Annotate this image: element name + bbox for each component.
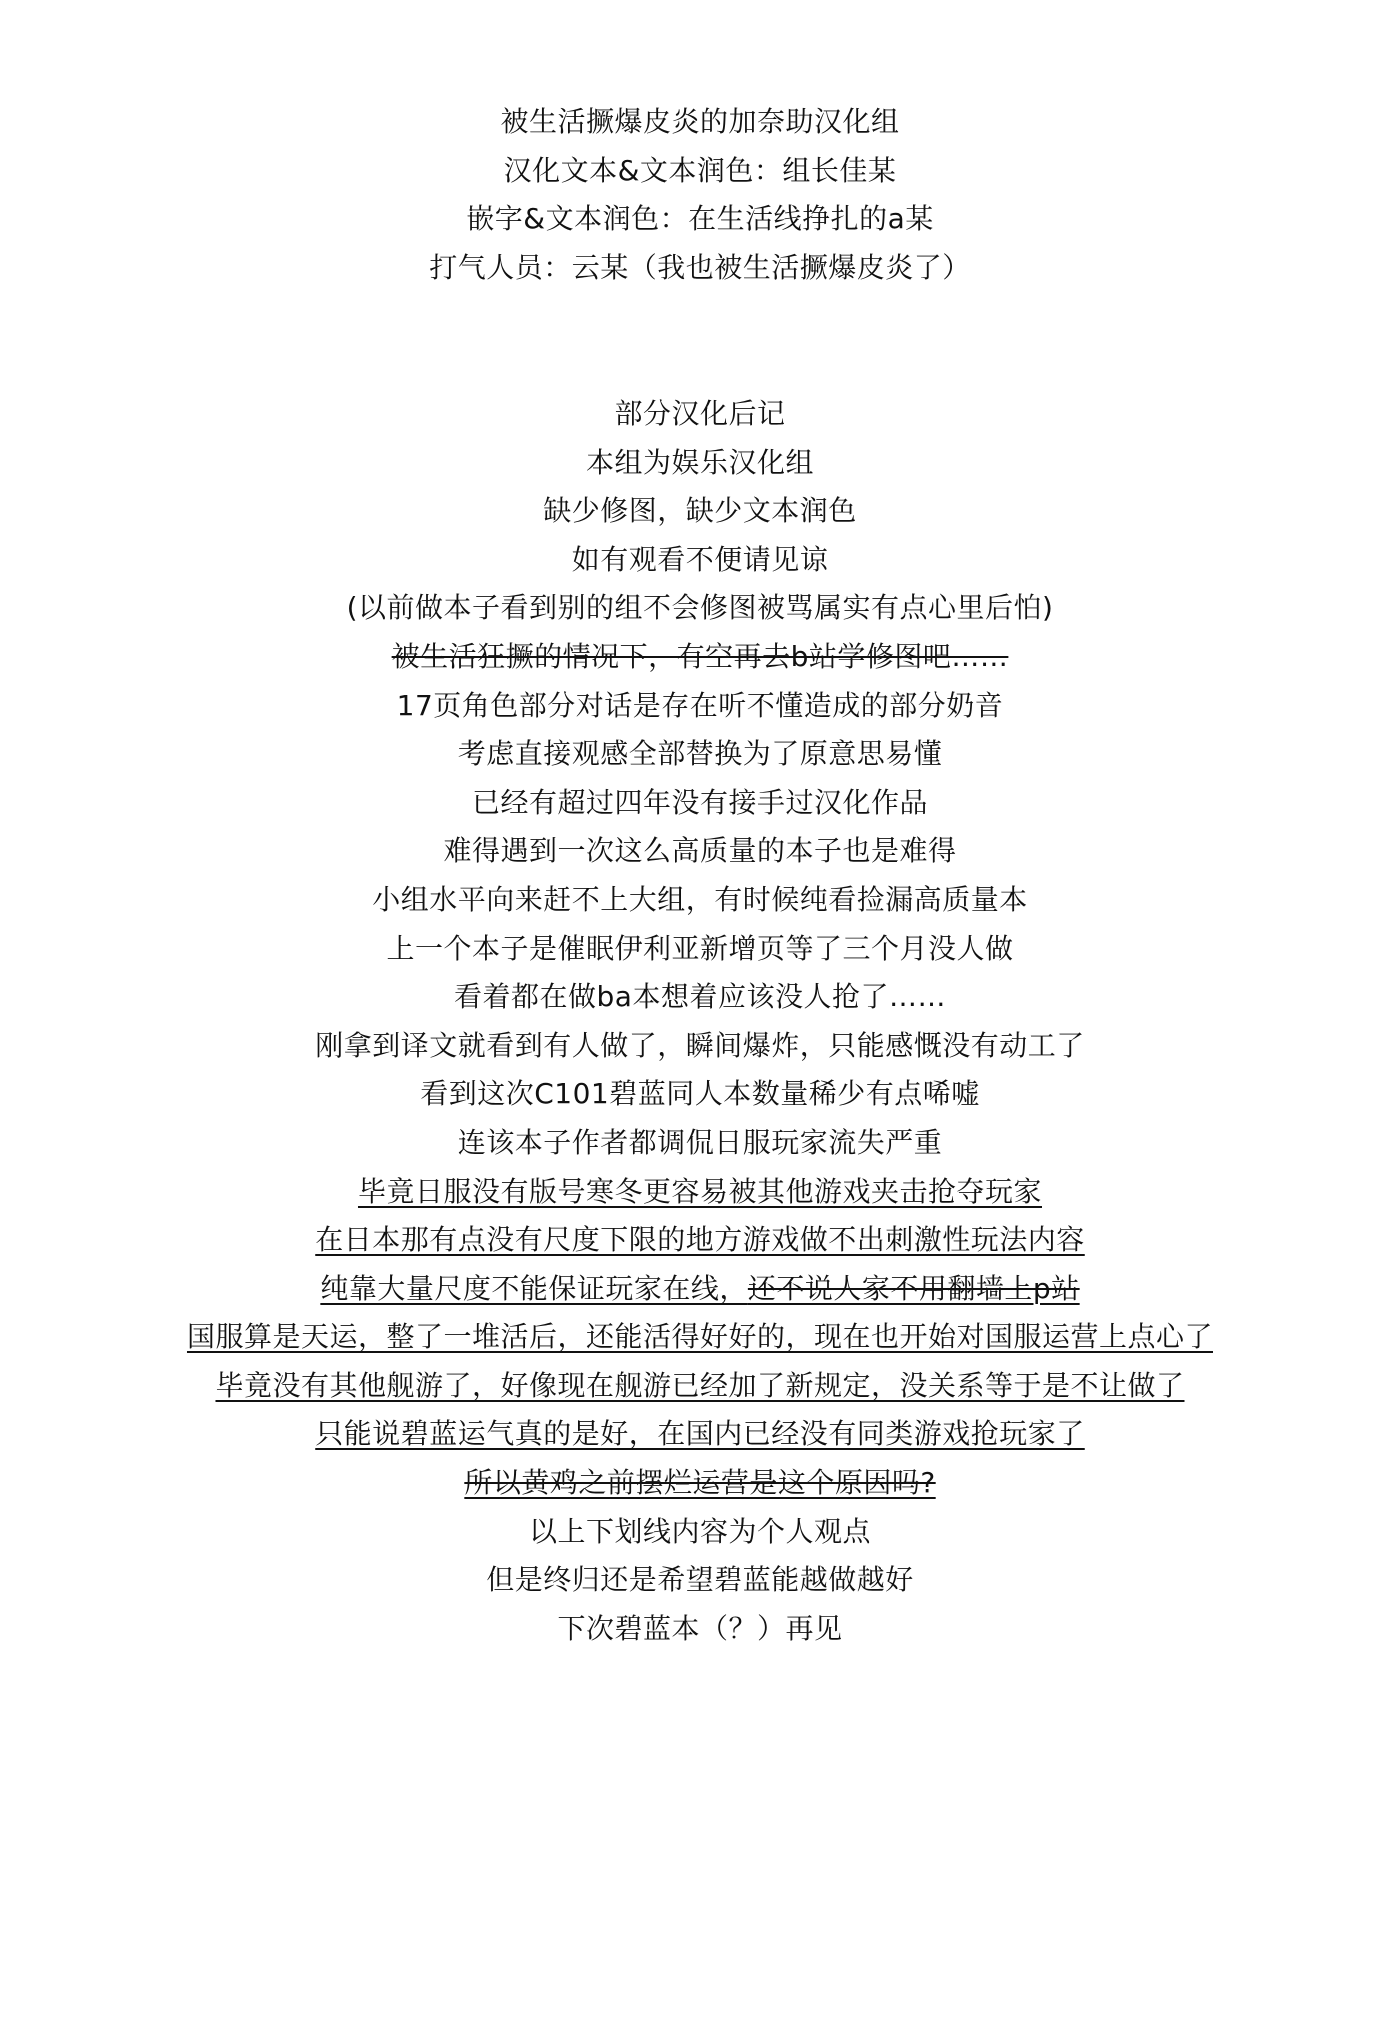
credits-translation [0, 147, 1400, 196]
afterword-line [0, 1070, 1400, 1119]
afterword-line [0, 827, 1400, 876]
afterword-line-underlined [0, 1313, 1400, 1362]
afterword-line [0, 973, 1400, 1022]
afterword-line-underlined [0, 1168, 1400, 1217]
afterword-line-text: 毕竟没有其他舰游了，好像现在舰游已经加了新规定，没关系等于是不让做了 [215, 1368, 1185, 1402]
afterword-line [0, 1119, 1400, 1168]
afterword-line-text: 在日本那有点没有尺度下限的地方游戏做不出刺激性玩法内容 [315, 1223, 1085, 1257]
afterword-line [0, 1556, 1400, 1605]
afterword-line-text: 刚拿到译文就看到有人做了，瞬间爆炸，只能感慨没有动工了 [315, 1028, 1085, 1062]
afterword-line-text: 纯靠大量尺度不能保证玩家在线， [320, 1271, 748, 1305]
afterword-line-text: 只能说碧蓝运气真的是好，在国内已经没有同类游戏抢玩家了 [315, 1417, 1085, 1451]
afterword-line [0, 779, 1400, 828]
credits-typesetting-text: 嵌字&文本润色：在生活线挣扎的a某 [466, 202, 934, 236]
credits-translation-text: 汉化文本&文本润色：组长佳某 [503, 153, 897, 187]
afterword-line-text: 被生活狂撅的情况下，有空再去b站学修图吧…… [391, 639, 1009, 673]
afterword-line [0, 1508, 1400, 1557]
credits-cheer [0, 244, 1400, 293]
afterword-line-text: 上一个本子是催眠伊利亚新增页等了三个月没人做 [386, 931, 1014, 965]
credits-group-name-text: 被生活撅爆皮炎的加奈助汉化组 [500, 105, 900, 138]
credits-block [0, 98, 1400, 292]
afterword-line-underlined [0, 1362, 1400, 1411]
afterword-line-text: 本组为娱乐汉化组 [585, 445, 814, 479]
afterword-title-text: 部分汉化后记 [614, 397, 786, 430]
afterword-line-text-struck: 还不说人家不用翻墙上p站 [747, 1271, 1080, 1305]
afterword-line-text: 以上下划线内容为个人观点 [528, 1514, 871, 1548]
afterword-line [0, 439, 1400, 488]
afterword-line [0, 730, 1400, 779]
afterword-line-text: 小组水平向来赶不上大组，有时候纯看捡漏高质量本 [372, 882, 1028, 916]
afterword-title [0, 390, 1400, 439]
afterword-line-text: 毕竟日服没有版号寒冬更容易被其他游戏夹击抢夺玩家 [357, 1174, 1042, 1208]
afterword-line-text: 考虑直接观感全部替换为了原意思易懂 [457, 737, 943, 771]
afterword-line [0, 487, 1400, 536]
afterword-line [0, 876, 1400, 925]
afterword-line-underlined [0, 1265, 1400, 1314]
afterword-line-text: 国服算是天运，整了一堆活后，还能活得好好的，现在也开始对国服运营上点心了 [186, 1320, 1213, 1354]
afterword-line-text: 连该本子作者都调侃日服玩家流失严重 [457, 1125, 943, 1159]
afterword-line-text: (以前做本子看到别的组不会修图被骂属实有点心里后怕) [346, 591, 1054, 625]
afterword-line [0, 682, 1400, 731]
credits-group-name [0, 98, 1400, 147]
afterword-line-text: 难得遇到一次这么高质量的本子也是难得 [443, 834, 957, 868]
afterword-line-text: 缺少修图，缺少文本润色 [543, 494, 857, 528]
afterword-line-text: 如有观看不便请见谅 [571, 542, 829, 576]
afterword-line-underlined-struck [0, 1459, 1400, 1508]
afterword-line-underlined [0, 1216, 1400, 1265]
afterword-line-text: 看到这次C101碧蓝同人本数量稀少有点唏嘘 [420, 1077, 980, 1111]
afterword-line-text: 所以黄鸡之前摆烂运营是这个原因吗? [464, 1466, 936, 1500]
credits-typesetting [0, 195, 1400, 244]
afterword-line-text: 已经有超过四年没有接手过汉化作品 [471, 785, 928, 819]
afterword-line [0, 1022, 1400, 1071]
afterword-line [0, 1605, 1400, 1654]
afterword-block [0, 390, 1400, 1653]
afterword-line-text: 17页角色部分对话是存在听不懂造成的部分奶音 [396, 688, 1004, 722]
afterword-line [0, 536, 1400, 585]
afterword-line-underlined [0, 1410, 1400, 1459]
afterword-line [0, 925, 1400, 974]
afterword-line-struck [0, 633, 1400, 682]
credits-cheer-text: 打气人员：云某（我也被生活撅爆皮炎了） [429, 250, 971, 284]
afterword-line-text: 看着都在做ba本想着应该没人抢了…… [454, 980, 946, 1014]
afterword-line-text: 下次碧蓝本（？）再见 [557, 1611, 843, 1645]
afterword-line [0, 584, 1400, 633]
afterword-line-text: 但是终归还是希望碧蓝能越做越好 [486, 1563, 914, 1597]
